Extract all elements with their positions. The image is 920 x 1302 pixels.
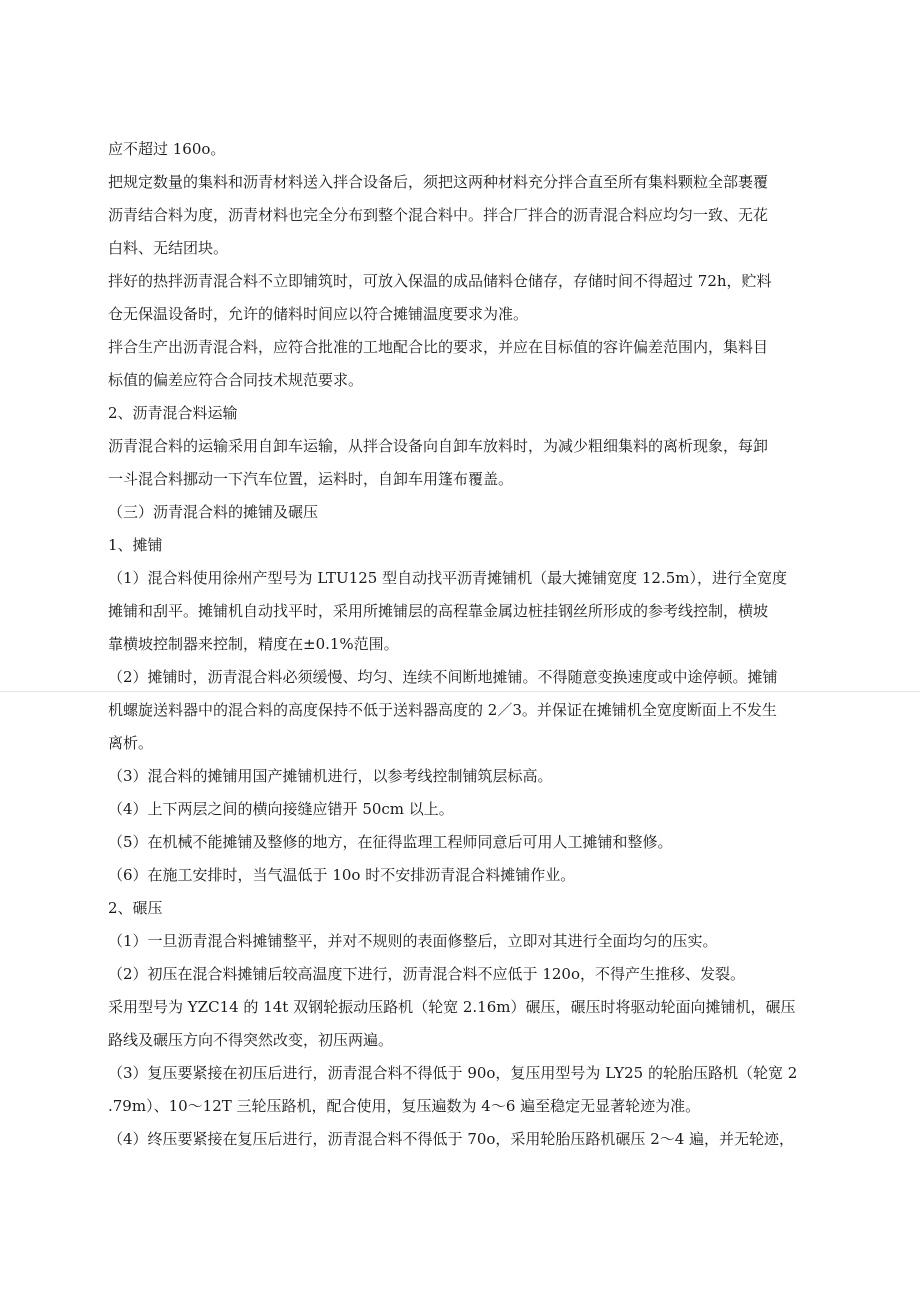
heading-compaction xyxy=(108,892,828,925)
section-heading: 1、摊铺 xyxy=(108,536,163,554)
text-line: （3）复压要紧接在初压后进行，沥青混合料不得低于 90o，复压用型号为 LY25 的轮胎压路机（轮宽 2 xyxy=(108,1064,798,1082)
text-line: 离析。 xyxy=(108,734,154,752)
text-line: 拌合生产出沥青混合料，应符合批准的工地配合比的要求，并应在目标值的容许偏差范围内，集料目 xyxy=(108,338,769,356)
text-line: 采用型号为 YZC14 的 14t 双钢轮振动压路机（轮宽 2.16m）碾压，碾压时将驱动轮面向摊铺机，碾压 xyxy=(108,998,796,1016)
paragraph-paving-1 xyxy=(108,562,828,661)
text-line: （1）一旦沥青混合料摊铺整平，并对不规则的表面修整后，立即对其进行全面均匀的压实。 xyxy=(108,932,718,950)
text-line: 白料、无结团块。 xyxy=(108,239,229,257)
text-line: 把规定数量的集料和沥青材料送入拌合设备后，须把这两种材料充分拌合直至所有集料颗粒全部裹覆 xyxy=(108,173,769,191)
text-line: （5）在机械不能摊铺及整修的地方，在征得监理工程师同意后可用人工摊铺和整修。 xyxy=(108,833,673,851)
section-heading: 2、碾压 xyxy=(108,899,163,917)
text-line: 应不超过 160o。 xyxy=(108,140,226,158)
text-line: （6）在施工安排时，当气温低于 10o 时不安排沥青混合料摊铺作业。 xyxy=(108,866,576,884)
text-line: （3）混合料的摊铺用国产摊铺机进行，以参考线控制铺筑层标高。 xyxy=(108,767,553,785)
heading-paving xyxy=(108,529,828,562)
paragraph-paving-6 xyxy=(108,859,828,892)
paragraph-mix-ratio xyxy=(108,331,828,397)
document-body xyxy=(108,133,828,1156)
paragraph-compaction-4 xyxy=(108,1123,828,1156)
text-line: .79m）、10～12T 三轮压路机，配合使用，复压遍数为 4～6 遍至稳定无显著轮迹为准。 xyxy=(108,1097,701,1115)
paragraph-temperature-limit xyxy=(108,133,828,166)
text-line: 路线及碾压方向不得突然改变，初压两遍。 xyxy=(108,1031,394,1049)
paragraph-roller xyxy=(108,991,828,1057)
text-line: （4）上下两层之间的横向接缝应错开 50cm 以上。 xyxy=(108,800,454,818)
paragraph-transport xyxy=(108,430,828,496)
text-line: （2）摊铺时，沥青混合料必须缓慢、均匀、连续不间断地摊铺。不得随意变换速度或中途停顿。摊铺 xyxy=(108,668,778,686)
paragraph-paving-4 xyxy=(108,793,828,826)
heading-paving-compaction xyxy=(108,496,828,529)
text-line: 一斗混合料挪动一下汽车位置，运料时，自卸车用篷布覆盖。 xyxy=(108,470,514,488)
text-line: 仓无保温设备时，允许的储料时间应以符合摊铺温度要求为准。 xyxy=(108,305,529,323)
text-line: 靠横坡控制器来控制，精度在±0.1%范围。 xyxy=(108,635,399,653)
paragraph-compaction-1 xyxy=(108,925,828,958)
text-line: 沥青混合料的运输采用自卸车运输，从拌合设备向自卸车放料时，为减少粗细集料的离析现象，每卸 xyxy=(108,437,769,455)
paragraph-paving-5 xyxy=(108,826,828,859)
paragraph-compaction-3 xyxy=(108,1057,828,1123)
page-divider xyxy=(0,691,920,692)
paragraph-storage xyxy=(108,265,828,331)
text-line: 摊铺和刮平。摊铺机自动找平时，采用所摊铺层的高程靠金属边桩挂钢丝所形成的参考线控制，横坡 xyxy=(108,602,769,620)
heading-transport xyxy=(108,397,828,430)
text-line: 沥青结合料为度，沥青材料也完全分布到整个混合料中。拌合厂拌合的沥青混合料应均匀一致、无花 xyxy=(108,206,769,224)
paragraph-paving-2 xyxy=(108,661,828,760)
text-line: 标值的偏差应符合合同技术规范要求。 xyxy=(108,371,364,389)
text-line: （4）终压要紧接在复压后进行，沥青混合料不得低于 70o，采用轮胎压路机碾压 2～4 遍，并无轮迹， xyxy=(108,1130,795,1148)
paragraph-mixing xyxy=(108,166,828,265)
paragraph-paving-3 xyxy=(108,760,828,793)
text-line: （1）混合料使用徐州产型号为 LTU125 型自动找平沥青摊铺机（最大摊铺宽度 12.5m），进行全宽度 xyxy=(108,569,787,587)
section-heading: 2、沥青混合料运输 xyxy=(108,404,238,422)
paragraph-compaction-2 xyxy=(108,958,828,991)
text-line: 拌好的热拌沥青混合料不立即铺筑时，可放入保温的成品储料仓储存，存储时间不得超过 72h，贮料 xyxy=(108,272,772,290)
text-line: （2）初压在混合料摊铺后较高温度下进行，沥青混合料不应低于 120o，不得产生推移、发裂。 xyxy=(108,965,745,983)
section-heading: （三）沥青混合料的摊铺及碾压 xyxy=(108,503,319,521)
text-line: 机螺旋送料器中的混合料的高度保持不低于送料器高度的 2／3。并保证在摊铺机全宽度断面上不发生 xyxy=(108,701,777,719)
